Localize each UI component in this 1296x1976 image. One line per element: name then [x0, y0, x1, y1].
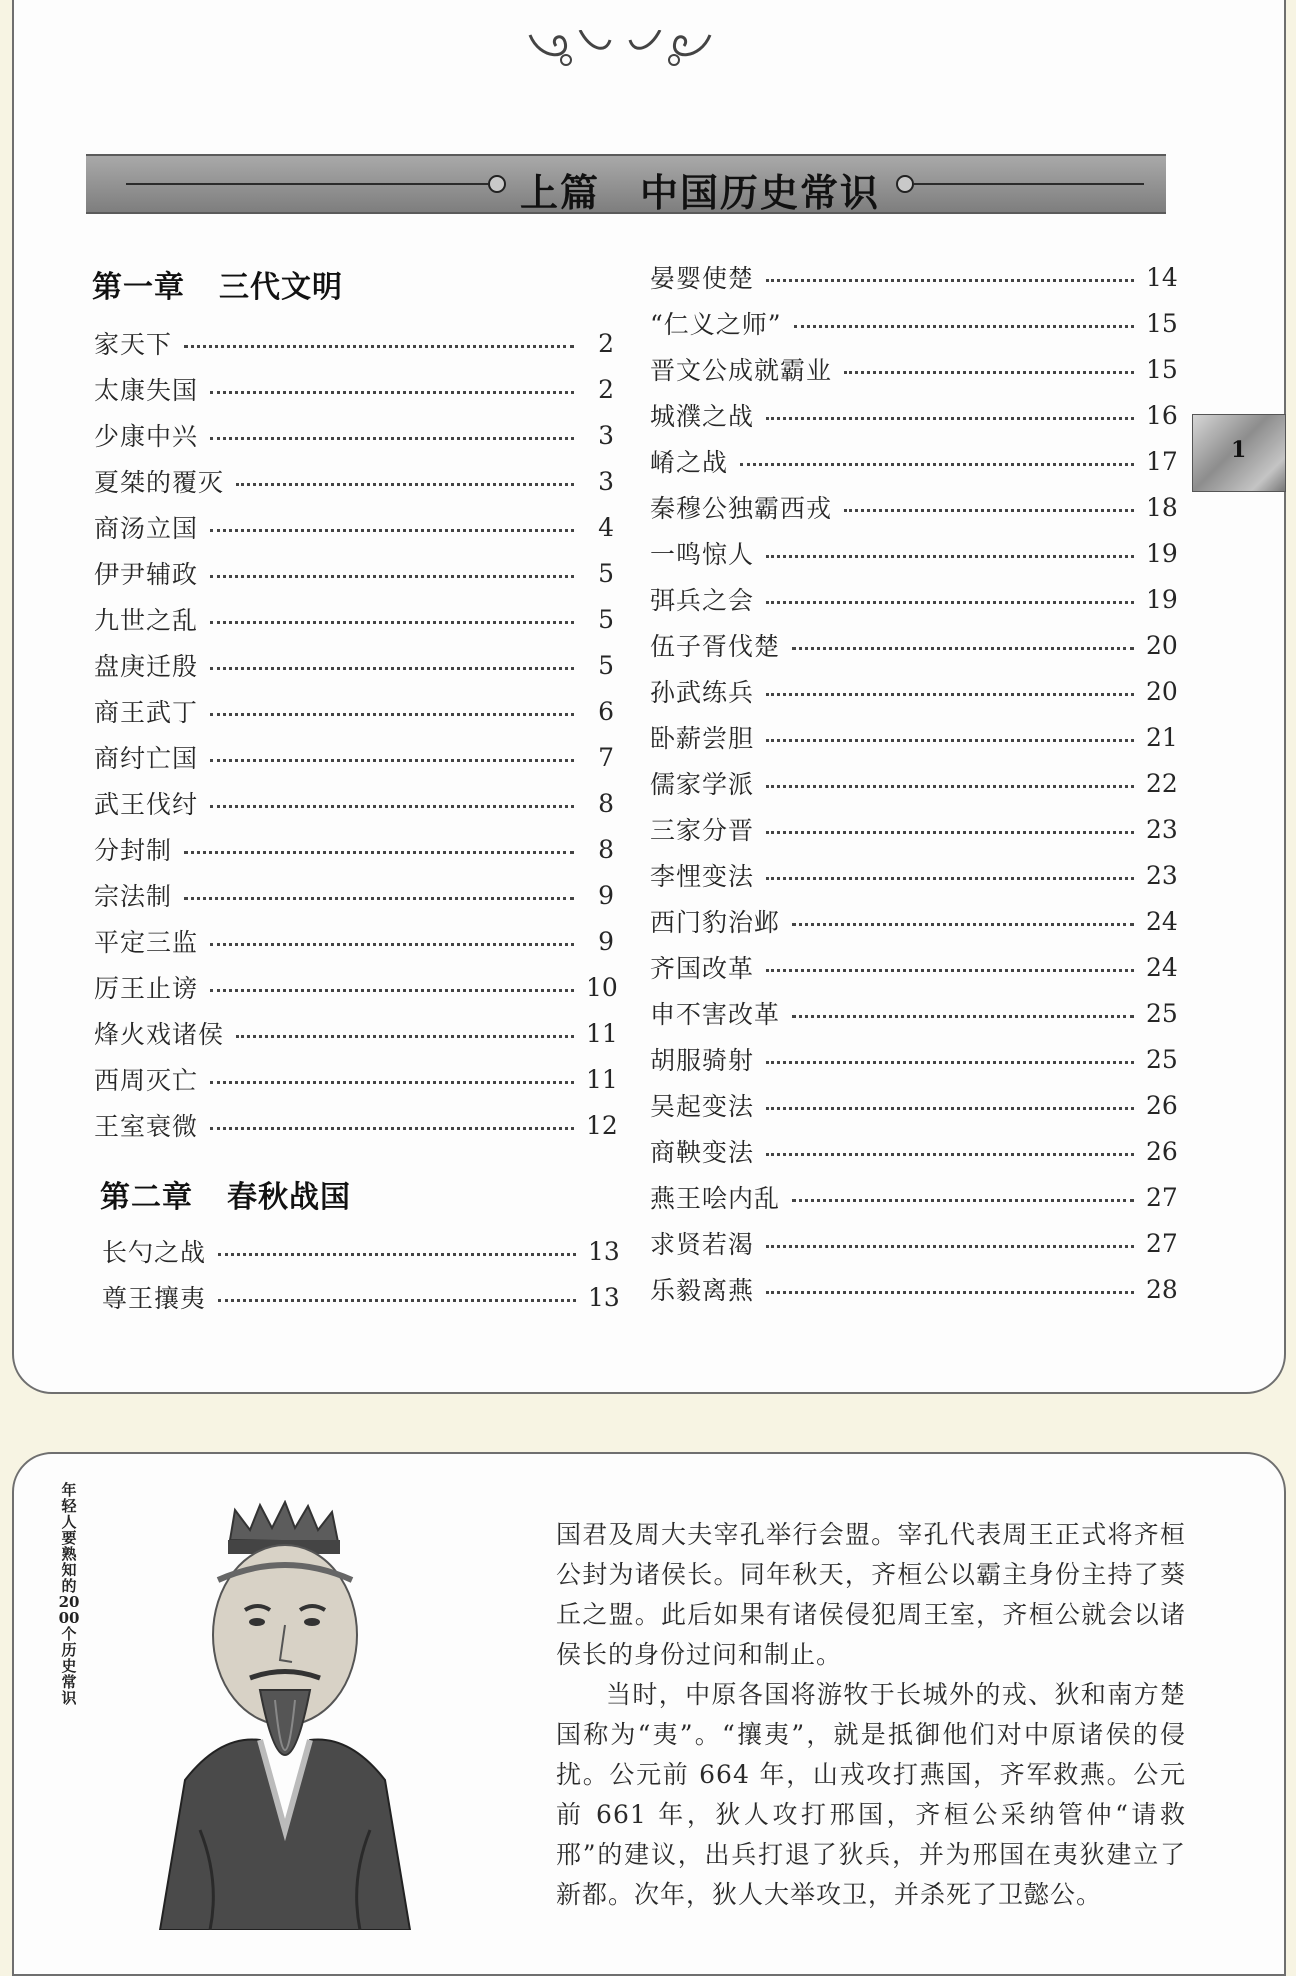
- toc-entry-page: 21: [1146, 722, 1178, 752]
- toc-entry-page: 14: [1146, 262, 1178, 292]
- chapter-number: 第一章: [92, 270, 185, 305]
- toc-entry-title: 晏婴使楚: [650, 264, 755, 293]
- toc-entry-title: 李悝变法: [650, 862, 755, 891]
- toc-entry-page: 24: [1146, 906, 1178, 936]
- dot-leader: [792, 1015, 1134, 1018]
- dot-leader: [236, 1035, 574, 1038]
- dot-leader: [766, 1153, 1134, 1156]
- banner-rule-left: [126, 183, 488, 185]
- toc-entry[interactable]: [650, 300, 1178, 346]
- toc-entry-title: 卧薪尝胆: [650, 724, 755, 753]
- toc-entry-page: 17: [1146, 446, 1178, 476]
- dot-leader: [210, 989, 574, 992]
- toc-entry[interactable]: [102, 1228, 620, 1274]
- dot-leader: [766, 785, 1134, 788]
- toc-entry[interactable]: [94, 366, 614, 412]
- toc-entry[interactable]: [650, 1128, 1178, 1174]
- toc-entry-title: 烽火戏诸侯: [94, 1020, 225, 1049]
- toc-entry-page: 22: [1146, 768, 1178, 798]
- dot-leader: [218, 1253, 576, 1256]
- toc-entry-page: 15: [1146, 354, 1178, 384]
- toc-entry-title: 城濮之战: [650, 402, 755, 431]
- toc-entry[interactable]: [650, 346, 1178, 392]
- toc-entry[interactable]: [650, 898, 1178, 944]
- toc-entry-page: 3: [598, 466, 614, 496]
- side-tab-number: 1: [1231, 437, 1247, 463]
- toc-entry[interactable]: [94, 918, 614, 964]
- toc-entry-title: 平定三监: [94, 928, 199, 957]
- toc-entry[interactable]: [94, 688, 614, 734]
- dot-leader: [210, 943, 574, 946]
- toc-entry-title: 孙武练兵: [650, 678, 755, 707]
- toc-entry[interactable]: [650, 484, 1178, 530]
- dot-leader: [766, 877, 1134, 880]
- toc-entry[interactable]: [94, 596, 614, 642]
- toc-entry[interactable]: [650, 576, 1178, 622]
- toc-entry-page: 3: [598, 420, 614, 450]
- toc-entry[interactable]: [94, 780, 614, 826]
- toc-list-right-column: [650, 254, 1178, 1312]
- banner-dot-right: [896, 175, 914, 193]
- dot-leader: [844, 509, 1134, 512]
- dot-leader: [766, 1107, 1134, 1110]
- toc-entry-title: 伊尹辅政: [94, 560, 199, 589]
- dot-leader: [236, 483, 574, 486]
- article-body: [556, 1515, 1186, 1915]
- toc-entry-title: 宗法制: [94, 882, 173, 911]
- toc-entry-page: 23: [1146, 814, 1178, 844]
- toc-entry-page: 8: [598, 834, 614, 864]
- toc-entry-page: 12: [586, 1110, 618, 1140]
- toc-entry-title: 三家分晋: [650, 816, 755, 845]
- toc-entry[interactable]: [94, 826, 614, 872]
- dot-leader: [792, 647, 1134, 650]
- toc-entry-title: 王室衰微: [94, 1112, 199, 1141]
- toc-entry-title: 尊王攘夷: [102, 1284, 207, 1313]
- toc-entry[interactable]: [650, 760, 1178, 806]
- toc-entry-title: 一鸣惊人: [650, 540, 755, 569]
- dot-leader: [794, 325, 1134, 328]
- toc-list-chapter-1: [94, 320, 618, 1148]
- toc-entry-title: 秦穆公独霸西戎: [650, 494, 833, 523]
- toc-entry-page: 5: [598, 604, 614, 634]
- toc-entry-title: 家天下: [94, 330, 173, 359]
- dot-leader: [766, 417, 1134, 420]
- toc-entry-title: 求贤若渴: [650, 1230, 755, 1259]
- toc-entry-page: 18: [1146, 492, 1178, 522]
- toc-entry-page: 27: [1146, 1182, 1178, 1212]
- dot-leader: [766, 279, 1134, 282]
- dot-leader: [766, 831, 1134, 834]
- dot-leader: [792, 1199, 1134, 1202]
- part-title-banner: [86, 154, 1166, 214]
- toc-entry-page: 11: [586, 1064, 618, 1094]
- chapter-heading-1: [92, 262, 343, 306]
- banner-rule-right: [914, 183, 1144, 185]
- dot-leader: [766, 555, 1134, 558]
- toc-entry-title: 夏桀的覆灭: [94, 468, 225, 497]
- toc-entry-page: 2: [598, 374, 614, 404]
- toc-entry[interactable]: [94, 642, 614, 688]
- banner-dot-left: [488, 175, 506, 193]
- toc-entry[interactable]: [102, 1274, 620, 1320]
- toc-entry-title: 伍子胥伐楚: [650, 632, 781, 661]
- toc-entry-page: 19: [1146, 538, 1178, 568]
- body-paragraph: 国君及周大夫宰孔举行会盟。宰孔代表周王正式将齐桓公封为诸侯长。同年秋天，齐桓公以霸主身份主持了葵丘之盟。此后如果有诸侯侵犯周王室，齐桓公就会以诸侯长的身份过问和制止。: [556, 1520, 1186, 1669]
- toc-entry-title: 燕王哙内乱: [650, 1184, 781, 1213]
- toc-entry-page: 25: [1146, 1044, 1178, 1074]
- toc-entry-page: 13: [588, 1236, 620, 1266]
- toc-entry-title: 分封制: [94, 836, 173, 865]
- toc-entry[interactable]: [650, 852, 1178, 898]
- toc-entry-page: 4: [598, 512, 614, 542]
- toc-entry[interactable]: [650, 944, 1178, 990]
- dot-leader: [210, 529, 574, 532]
- toc-entry-page: 2: [598, 328, 614, 358]
- toc-entry[interactable]: [650, 806, 1178, 852]
- dot-leader: [210, 575, 574, 578]
- toc-entry[interactable]: [650, 714, 1178, 760]
- toc-entry-title: “仁义之师”: [650, 310, 782, 339]
- toc-entry-title: 商纣亡国: [94, 744, 199, 773]
- toc-entry[interactable]: [650, 1082, 1178, 1128]
- toc-entry[interactable]: [650, 1266, 1178, 1312]
- toc-entry-page: 20: [1146, 630, 1178, 660]
- toc-entry-page: 9: [598, 926, 614, 956]
- toc-entry[interactable]: [650, 254, 1178, 300]
- toc-entry-title: 乐毅离燕: [650, 1276, 755, 1305]
- toc-entry-page: 11: [586, 1018, 618, 1048]
- toc-entry-page: 27: [1146, 1228, 1178, 1258]
- toc-entry-title: 商鞅变法: [650, 1138, 755, 1167]
- chapter-name: 三代文明: [219, 270, 343, 305]
- toc-entry[interactable]: [94, 458, 614, 504]
- dot-leader: [210, 805, 574, 808]
- toc-entry-title: 九世之乱: [94, 606, 199, 635]
- toc-entry[interactable]: [94, 412, 614, 458]
- dot-leader: [844, 371, 1134, 374]
- toc-entry-title: 儒家学派: [650, 770, 755, 799]
- dot-leader: [766, 969, 1134, 972]
- toc-entry[interactable]: [94, 1056, 618, 1102]
- book-title-vertical: 年轻人要熟知的2000个历史常识: [58, 1481, 80, 1707]
- toc-entry[interactable]: [94, 1010, 618, 1056]
- dot-leader: [184, 345, 574, 348]
- toc-entry-title: 吴起变法: [650, 1092, 755, 1121]
- toc-entry-title: 晋文公成就霸业: [650, 356, 833, 385]
- toc-entry[interactable]: [650, 990, 1178, 1036]
- dot-leader: [184, 897, 574, 900]
- dot-leader: [210, 713, 574, 716]
- chapter-side-tab: [1192, 414, 1286, 492]
- dot-leader: [740, 463, 1134, 466]
- portrait-illustration: [100, 1500, 480, 1930]
- toc-entry-page: 28: [1146, 1274, 1178, 1304]
- body-paragraph: 当时，中原各国将游牧于长城外的戎、狄和南方楚国称为“夷”。“攘夷”，就是抵御他们对中原诸侯的侵扰。公元前 664 年，山戎攻打燕国，齐军救燕。公元前 661 年，狄人攻打邢国，齐桓公采纳管仲“请救邢”的建议，出兵打退了狄兵，并为邢国在夷狄建立了新都。次年，狄人大举攻卫，并杀死了卫懿公。: [556, 1680, 1186, 1909]
- toc-entry-title: 厉王止谤: [94, 974, 199, 1003]
- toc-entry-title: 申不害改革: [650, 1000, 781, 1029]
- toc-entry-page: 5: [598, 650, 614, 680]
- toc-entry[interactable]: [94, 872, 614, 918]
- chapter-number: 第二章: [100, 1180, 193, 1215]
- dot-leader: [766, 1061, 1134, 1064]
- toc-entry[interactable]: [650, 438, 1178, 484]
- part-title: 上篇 中国历史常识: [520, 170, 881, 215]
- toc-entry-title: 武王伐纣: [94, 790, 199, 819]
- toc-entry-page: 25: [1146, 998, 1178, 1028]
- toc-entry-page: 26: [1146, 1090, 1178, 1120]
- toc-entry-title: 商汤立国: [94, 514, 199, 543]
- toc-entry-page: 26: [1146, 1136, 1178, 1166]
- toc-entry-title: 胡服骑射: [650, 1046, 755, 1075]
- toc-entry-page: 23: [1146, 860, 1178, 890]
- toc-entry-page: 19: [1146, 584, 1178, 614]
- toc-entry-title: 崤之战: [650, 448, 729, 477]
- toc-entry[interactable]: [650, 668, 1178, 714]
- toc-entry-page: 9: [598, 880, 614, 910]
- toc-entry-page: 7: [598, 742, 614, 772]
- toc-entry-page: 6: [598, 696, 614, 726]
- toc-list-chapter-2: [102, 1228, 620, 1320]
- toc-entry[interactable]: [650, 1220, 1178, 1266]
- dot-leader: [218, 1299, 576, 1302]
- toc-entry-page: 16: [1146, 400, 1178, 430]
- toc-entry-title: 长勺之战: [102, 1238, 207, 1267]
- dot-leader: [766, 739, 1134, 742]
- toc-entry[interactable]: [650, 622, 1178, 668]
- dot-leader: [210, 1081, 574, 1084]
- dot-leader: [766, 1291, 1134, 1294]
- toc-entry-title: 西周灭亡: [94, 1066, 199, 1095]
- dot-leader: [210, 437, 574, 440]
- toc-entry-title: 盘庚迁殷: [94, 652, 199, 681]
- toc-entry[interactable]: [650, 1174, 1178, 1220]
- dot-leader: [210, 667, 574, 670]
- toc-entry-title: 西门豹治邺: [650, 908, 781, 937]
- toc-entry[interactable]: [94, 1102, 618, 1148]
- toc-entry-page: 10: [586, 972, 618, 1002]
- toc-entry-page: 5: [598, 558, 614, 588]
- toc-entry-title: 齐国改革: [650, 954, 755, 983]
- toc-entry[interactable]: [650, 1036, 1178, 1082]
- toc-entry-page: 8: [598, 788, 614, 818]
- chapter-name: 春秋战国: [227, 1180, 351, 1215]
- dot-leader: [766, 693, 1134, 696]
- dot-leader: [766, 1245, 1134, 1248]
- chapter-heading-2: [100, 1172, 351, 1216]
- toc-entry[interactable]: [94, 320, 614, 366]
- dot-leader: [210, 391, 574, 394]
- toc-entry[interactable]: [650, 392, 1178, 438]
- toc-entry-page: 15: [1146, 308, 1178, 338]
- toc-entry-title: 少康中兴: [94, 422, 199, 451]
- dot-leader: [210, 1127, 574, 1130]
- toc-entry[interactable]: [650, 530, 1178, 576]
- dot-leader: [210, 759, 574, 762]
- toc-entry-title: 商王武丁: [94, 698, 199, 727]
- dot-leader: [184, 851, 574, 854]
- dot-leader: [210, 621, 574, 624]
- toc-entry-page: 13: [588, 1282, 620, 1312]
- toc-entry-page: 24: [1146, 952, 1178, 982]
- dot-leader: [792, 923, 1134, 926]
- toc-entry[interactable]: [94, 550, 614, 596]
- dot-leader: [766, 601, 1134, 604]
- toc-entry[interactable]: [94, 504, 614, 550]
- flourish-ornament-icon: [510, 30, 730, 70]
- toc-entry[interactable]: [94, 734, 614, 780]
- toc-entry-title: 弭兵之会: [650, 586, 755, 615]
- toc-entry-page: 20: [1146, 676, 1178, 706]
- toc-entry-title: 太康失国: [94, 376, 199, 405]
- toc-entry[interactable]: [94, 964, 618, 1010]
